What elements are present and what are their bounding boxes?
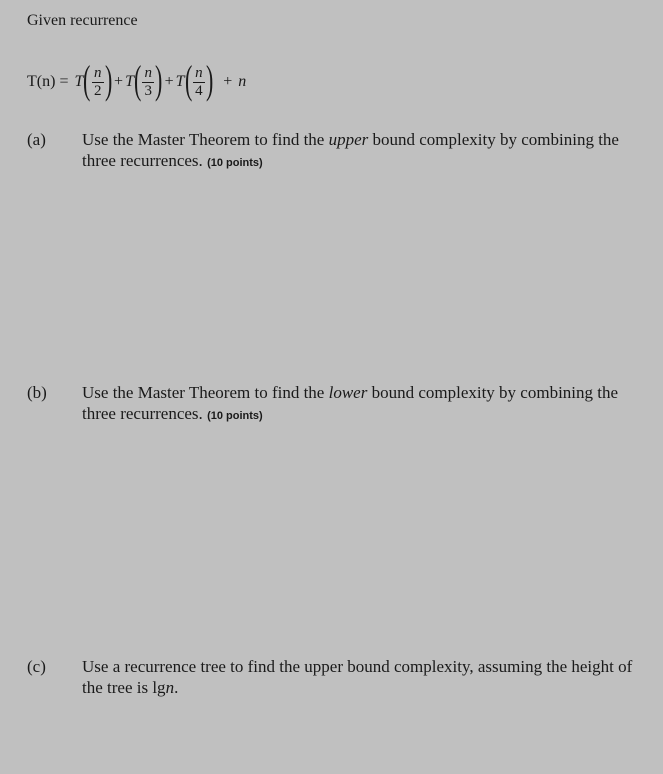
question-label: (b)	[27, 383, 47, 402]
fraction-denominator: 2	[93, 82, 102, 99]
right-paren: )	[104, 57, 113, 102]
formula-term-1	[74, 57, 113, 102]
points-label: (10 points)	[207, 157, 263, 169]
plus-sign: +	[164, 73, 174, 90]
question-text	[82, 382, 642, 427]
fraction-denominator: 3	[144, 82, 153, 99]
heading: Given recurrence	[27, 12, 138, 29]
formula-term-2	[125, 57, 163, 102]
fraction	[142, 65, 154, 100]
question-label: (c)	[27, 657, 46, 676]
plus-sign: +	[114, 73, 124, 90]
formula-lhs: T(n)	[27, 73, 56, 90]
text-segment: Use the Master Theorem to find the	[82, 130, 329, 149]
fraction-numerator: n	[93, 64, 102, 81]
text-segment: Use the Master Theorem to find the	[82, 383, 329, 402]
formula-term-3	[175, 57, 214, 102]
recurrence-formula	[27, 57, 247, 104]
left-paren: (	[133, 57, 142, 102]
question-text	[82, 656, 642, 698]
fraction	[193, 65, 205, 100]
left-paren: (	[184, 57, 192, 102]
text-segment: Use a recurrence tree to find the upper bound complexity, assuming the height of the tree is lg	[82, 657, 633, 697]
formula-tail: n	[238, 73, 247, 90]
text-segment: bound complexity by combining the three recurrences.	[82, 130, 619, 170]
term-func: T	[125, 73, 134, 90]
fraction-numerator: n	[195, 64, 203, 81]
right-paren: )	[155, 57, 163, 102]
text-segment: bound complexity by combining the three recurrences.	[82, 383, 619, 423]
question-label: (a)	[27, 130, 46, 149]
emphasis-word: upper	[328, 130, 369, 149]
term-func: T	[74, 73, 84, 90]
fraction-denominator: 4	[195, 82, 203, 99]
fraction	[92, 65, 104, 100]
plus-sign: +	[223, 73, 233, 90]
fraction-numerator: n	[144, 64, 153, 81]
emphasis-word: lower	[328, 383, 368, 402]
left-paren: (	[83, 57, 91, 102]
text-segment: .	[174, 678, 179, 697]
emphasis-word: n	[165, 678, 175, 697]
points-label: (10 points)	[207, 410, 263, 422]
question-text	[82, 129, 642, 174]
term-func: T	[175, 73, 185, 90]
right-paren: )	[205, 57, 214, 102]
formula-equals: =	[59, 73, 69, 90]
